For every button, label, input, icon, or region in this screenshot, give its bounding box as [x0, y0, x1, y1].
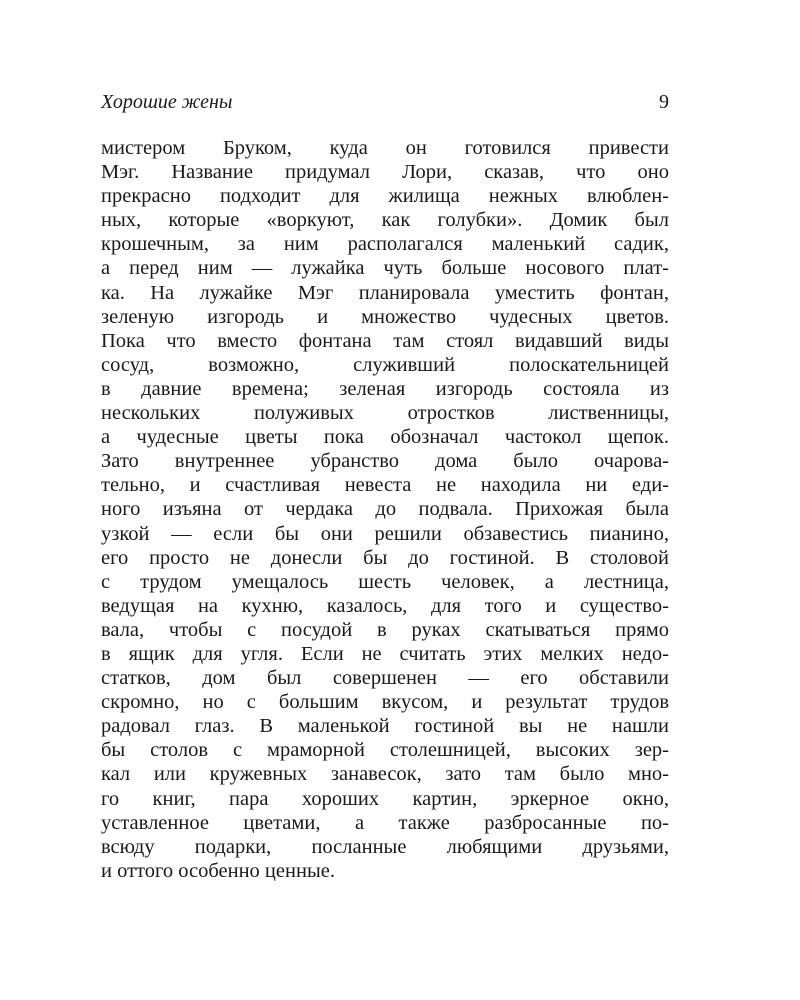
text-line: крошечным, за ним располагался маленький садик,: [101, 233, 669, 256]
text-line: го книг, пара хороших картин, эркерное окно,: [101, 787, 669, 810]
text-line: его просто не донесли бы до гостиной. В столовой: [101, 546, 669, 569]
text-line: ведущая на кухню, казалось, для того и существо-: [101, 594, 669, 617]
text-line: и оттого особенно ценные.: [101, 859, 335, 882]
text-line: тельно, и счастливая невеста не находила ни еди-: [101, 474, 669, 497]
text-line: узкой — если бы они решили обзавестись пианино,: [101, 522, 669, 545]
text-line: прекрасно подходит для жилища нежных влюблен-: [101, 185, 669, 208]
text-line: статков, дом был совершенен — его обставили: [101, 667, 669, 690]
running-head: [101, 88, 669, 116]
text-line: зеленую изгородь и множество чудесных цветов.: [101, 305, 669, 328]
text-line: уставленное цветами, а также разбросанные по-: [101, 811, 669, 834]
text-line: ного изъяна от чердака до подвала. Прихожая была: [101, 498, 669, 521]
text-line: вала, чтобы с посудой в руках скатываться прямо: [101, 618, 669, 641]
text-line: радовал глаз. В маленькой гостиной вы не нашли: [101, 715, 669, 738]
text-line: а перед ним — лужайка чуть больше носового плат-: [101, 257, 669, 280]
text-line: кал или кружевных занавесок, зато там было мно-: [101, 763, 669, 786]
text-line: Пока что вместо фонтана там стоял видавший виды: [101, 329, 669, 352]
text-line: мистером Бруком, куда он готовился привести: [101, 137, 669, 159]
text-line: нескольких полуживых отростков лиственницы,: [101, 402, 669, 425]
text-line: ка. На лужайке Мэг планировала уместить фонтан,: [101, 281, 669, 304]
text-line: Мэг. Название придумал Лори, сказав, что оно: [101, 161, 669, 184]
text-line: скромно, но с большим вкусом, и результат трудов: [101, 691, 669, 714]
body-text: [101, 136, 669, 883]
text-line: в ящик для угля. Если не считать этих мелких недо-: [101, 642, 669, 665]
text-line: в давние времена; зеленая изгородь состояла из: [101, 377, 669, 400]
text-line: всюду подарки, посланные любящими друзьями,: [101, 835, 669, 858]
text-line: Зато внутреннее убранство дома было очарова-: [101, 450, 669, 473]
text-line: сосуд, возможно, служивший полоскательницей: [101, 353, 669, 376]
page-number: 9: [659, 91, 669, 113]
text-line: с трудом умещалось шесть человек, а лестница,: [101, 570, 669, 593]
running-title: Хорошие жены: [101, 91, 233, 113]
text-line: бы столов с мраморной столешницей, высоких зер-: [101, 739, 669, 762]
text-line: а чудесные цветы пока обозначал частокол щепок.: [101, 426, 669, 449]
text-line: ных, которые «воркуют, как голубки». Домик был: [101, 209, 669, 232]
